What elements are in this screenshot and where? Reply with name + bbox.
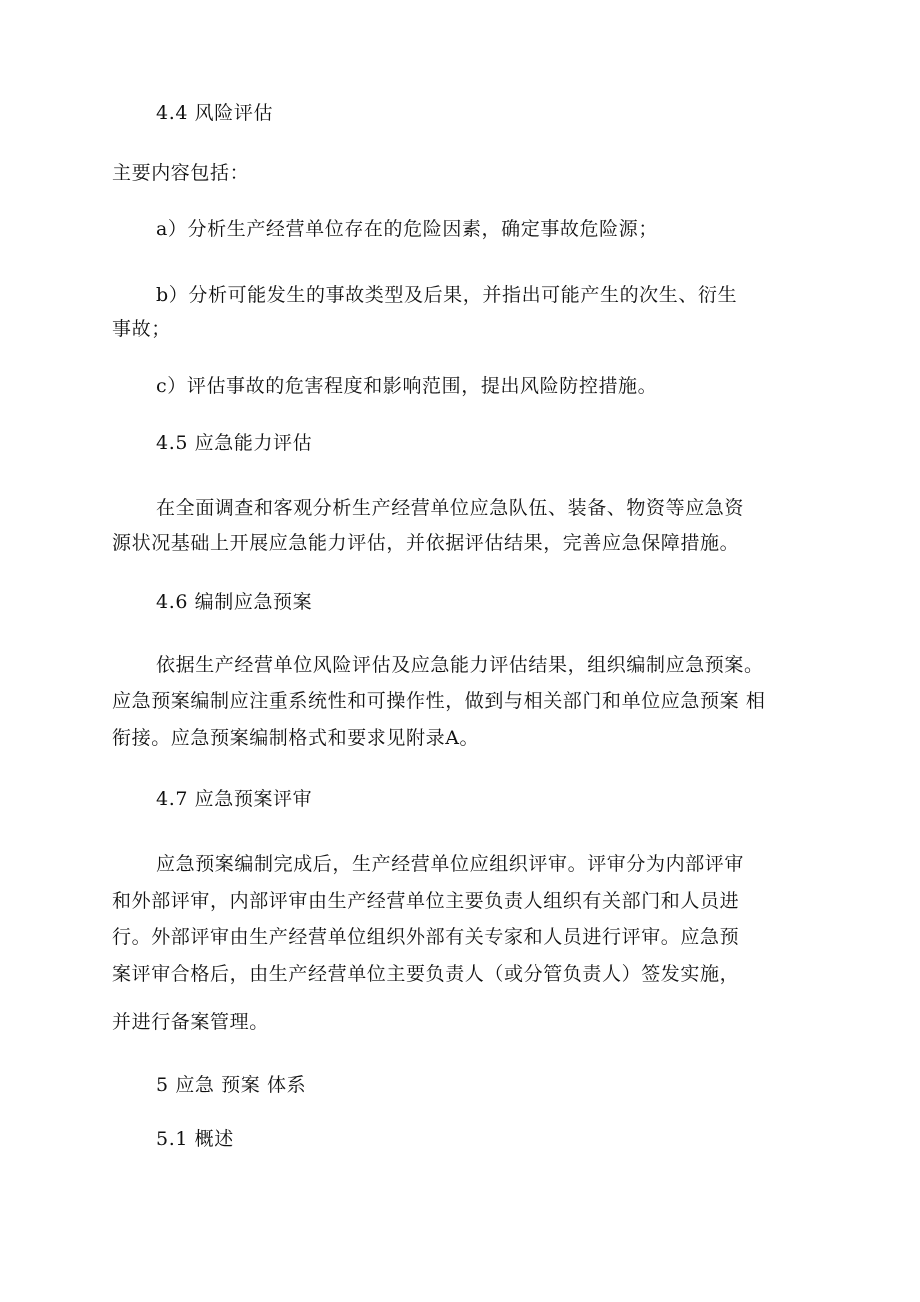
section-heading-5-1: 5.1 概述: [156, 1128, 234, 1150]
list-item-b-line-1: b）分析可能发生的事故类型及后果，并指出可能产生的次生、衍生: [156, 284, 738, 306]
paragraph-line: 并进行备案管理。: [112, 1011, 269, 1033]
paragraph-line: 应急预案编制应注重系统性和可操作性，做到与相关部门和单位应急预案 相: [112, 690, 766, 712]
section-heading-4-5: 4.5 应急能力评估: [156, 432, 313, 454]
paragraph-line: 行。外部评审由生产经营单位组织外部有关专家和人员进行评审。应急预: [112, 926, 740, 948]
paragraph-line: 衔接。应急预案编制格式和要求见附录A。: [112, 727, 480, 749]
list-item-c: c）评估事故的危害程度和影响范围，提出风险防控措施。: [156, 375, 658, 397]
section-heading-5: 5 应急 预案 体系: [156, 1074, 307, 1096]
section-heading-4-4: 4.4 风险评估: [156, 102, 274, 124]
list-item-a: a）分析生产经营单位存在的危险因素，确定事故危险源；: [156, 218, 658, 240]
paragraph-line: 在全面调查和客观分析生产经营单位应急队伍、装备、物资等应急资: [156, 497, 745, 519]
section-heading-4-6: 4.6 编制应急预案: [156, 591, 313, 613]
paragraph-line: 和外部评审，内部评审由生产经营单位主要负责人组织有关部门和人员进: [112, 890, 740, 912]
paragraph-line: 应急预案编制完成后，生产经营单位应组织评审。评审分为内部评审: [156, 853, 745, 875]
paragraph-line: 案评审合格后，由生产经营单位主要负责人（或分管负责人）签发实施，: [112, 963, 740, 985]
list-item-b-line-2: 事故；: [112, 318, 171, 340]
paragraph-line: 源状况基础上开展应急能力评估，并依据评估结果，完善应急保障措施。: [112, 532, 740, 554]
paragraph-line: 依据生产经营单位风险评估及应急能力评估结果，组织编制应急预案。: [156, 654, 764, 676]
section-intro-text: 主要内容包括：: [112, 162, 250, 184]
section-heading-4-7: 4.7 应急预案评审: [156, 788, 313, 810]
